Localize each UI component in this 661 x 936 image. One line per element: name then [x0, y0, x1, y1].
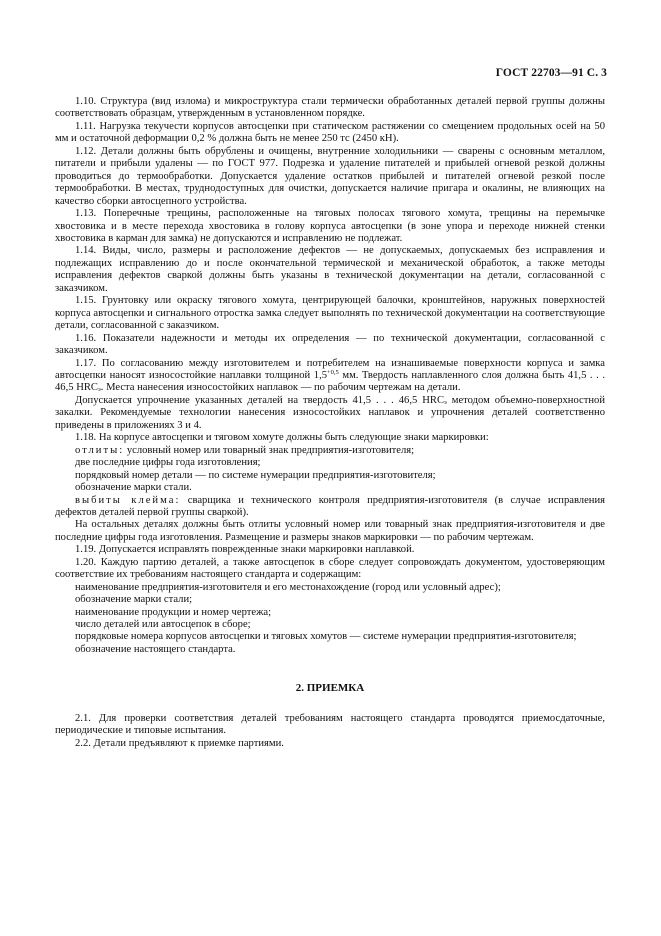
paragraph-1-17: [55, 358, 605, 395]
stamp-text: сварщика и технического контроля предприятия-изготовителя (в случае исправления дефектов деталей первой группы сваркой).: [55, 494, 606, 518]
hardening-part-b: методом объемно-поверхностной закалки. Рекомендуемые технологии нанесения износостойких наплавок и упрочнения деталей соответственно приведены в приложениях 3 и 4.: [55, 394, 605, 431]
paragraph-1-12: 1.12. Детали должны быть обрублены и очищены, внутренние холодильники — сварены с основным металлом, питатели и прибыли удалены — по ГОСТ 977. Подрезка и удаление питателей и прибылей огневой резкой должны проводиться до термообработки. Допускается удаление остатков прибылей и питателей огневой резкой после термообработки. В местах, труднодоступных для очистки, допускается наличие пригара и окалины, не влияющих на качество сборки автосцепного устройства.: [55, 145, 605, 207]
page-header: ГОСТ 22703—91 С. 3: [495, 67, 607, 79]
paragraph-2-2: 2.2. Детали предъявляют к приемке партиями.: [75, 737, 284, 749]
doc-item-standard: обозначение настоящего стандарта.: [75, 643, 236, 655]
paragraph-1-10: 1.10. Структура (вид излома) и микроструктура стали термически обработанных деталей первой группы должны соответствовать образцам, утвержденным в установленном порядке.: [55, 96, 605, 120]
cast-label: отлиты:: [75, 444, 125, 456]
cast-text: условный номер или товарный знак предприятия-изготовителя;: [124, 444, 415, 456]
doc-item-name: наименование предприятия-изготовителя и его местонахождение (город или условный адрес);: [75, 581, 501, 593]
section-2-title: 2. ПРИЕМКА: [295, 682, 365, 695]
p1-17-part-a: 1.17. По согласованию между изготовителем и потребителем на изнашиваемые поверхности корпуса и замка автосцепки наносят износостойкие наплавки толщиной 1,5: [55, 357, 605, 381]
marking-year: две последние цифры года изготовления;: [75, 457, 261, 469]
p1-17-part-b: мм. Твердость наплавленного слоя должна быть 41,5 . . . 46,5 HRC: [55, 369, 605, 394]
marking-grade: обозначение марки стали.: [75, 482, 192, 494]
paragraph-1-13: 1.13. Поперечные трещины, расположенные на тяговых полосах тягового хомута, трещины на перемычке хвостовика и в месте перехода хвостовика в голову корпуса автосцепки (в зоне упора и переходе нижней стенки хвостовика в карман для замка) не допускаются и исправлению не подлежат.: [55, 208, 605, 244]
paragraph-1-20: 1.20. Каждую партию деталей, а также автосцепок в сборе следует сопровождать документом, удостоверяющим соответствие их требованиям настоящего стандарта и содержащим:: [55, 556, 605, 581]
paragraph-1-19: 1.19. Допускается исправлять поврежденные знаки маркировки наплавкой.: [75, 544, 415, 556]
paragraph-1-11: 1.11. Нагрузка текучести корпусов автосцепки при статическом растяжении со смещением продольных осей на 50 мм и остаточной деформации 0,2 % должна быть не менее 250 тс (2450 кН).: [55, 120, 605, 145]
paragraph-1-16: 1.16. Показатели надежности и методы их определения — по технической документации, согласованной с заказчиком.: [55, 332, 605, 357]
paragraph-other-parts: На остальных деталях должны быть отлиты условный номер или товарный знак предприятия-изготовителя и две последние цифры года изготовления. Размещение и размеры знаков маркировки — по рабочим чертежам.: [55, 519, 605, 543]
hardening-part-a: Допускается упрочнение указанных деталей на твердость 41,5 . . . 46,5 HRC: [75, 394, 445, 406]
paragraph-2-1: 2.1. Для проверки соответствия деталей требованиям настоящего стандарта проводятся приемосдаточные, периодические и типовые испытания.: [55, 712, 605, 737]
document-body: [55, 96, 605, 750]
stamp-label: выбиты клейма:: [75, 494, 181, 506]
paragraph-1-18: 1.18. На корпусе автосцепки и тяговом хомуте должны быть следующие знаки маркировки:: [75, 432, 489, 444]
doc-item-serials: порядковые номера корпусов автосцепки и тяговых хомутов — системе нумерации предприятия-изготовителя;: [75, 631, 577, 643]
hardening-subscript: э: [444, 398, 447, 406]
doc-item-grade: обозначение марки стали;: [75, 594, 193, 606]
paragraph-1-14: 1.14. Виды, число, размеры и расположение дефектов — не допускаемых, допускаемых без исправления и подлежащих исправлению до и после окончательной термической и механической обработок, а также методы исправления дефектов сваркой должны быть указаны в технической документации на детали, согласованной с заказчиком.: [55, 245, 605, 294]
doc-item-count: число деталей или автосцепок в сборе;: [75, 619, 251, 631]
paragraph-1-15: 1.15. Грунтовку или окраску тягового хомута, центрирующей балочки, кронштейнов, наружных поверхностей корпуса автосцепки и сигнального отростка замка следует выполнять по технической документации на соответствующие детали, согласованной с заказчиком.: [55, 295, 605, 332]
hrc-subscript: э: [97, 386, 101, 394]
marking-cast: [55, 445, 605, 457]
marking-stamp: [55, 495, 605, 520]
tolerance-superscript: +0,5: [327, 368, 339, 376]
marking-serial: порядковый номер детали — по системе нумерации предприятия-изготовителя;: [75, 469, 436, 481]
doc-item-product: наименование продукции и номер чертежа;: [75, 606, 272, 618]
p1-17-part-c: . Места нанесения износостойких наплавок — по рабочим чертежам на детали.: [100, 382, 461, 394]
paragraph-hardening: [55, 395, 605, 432]
